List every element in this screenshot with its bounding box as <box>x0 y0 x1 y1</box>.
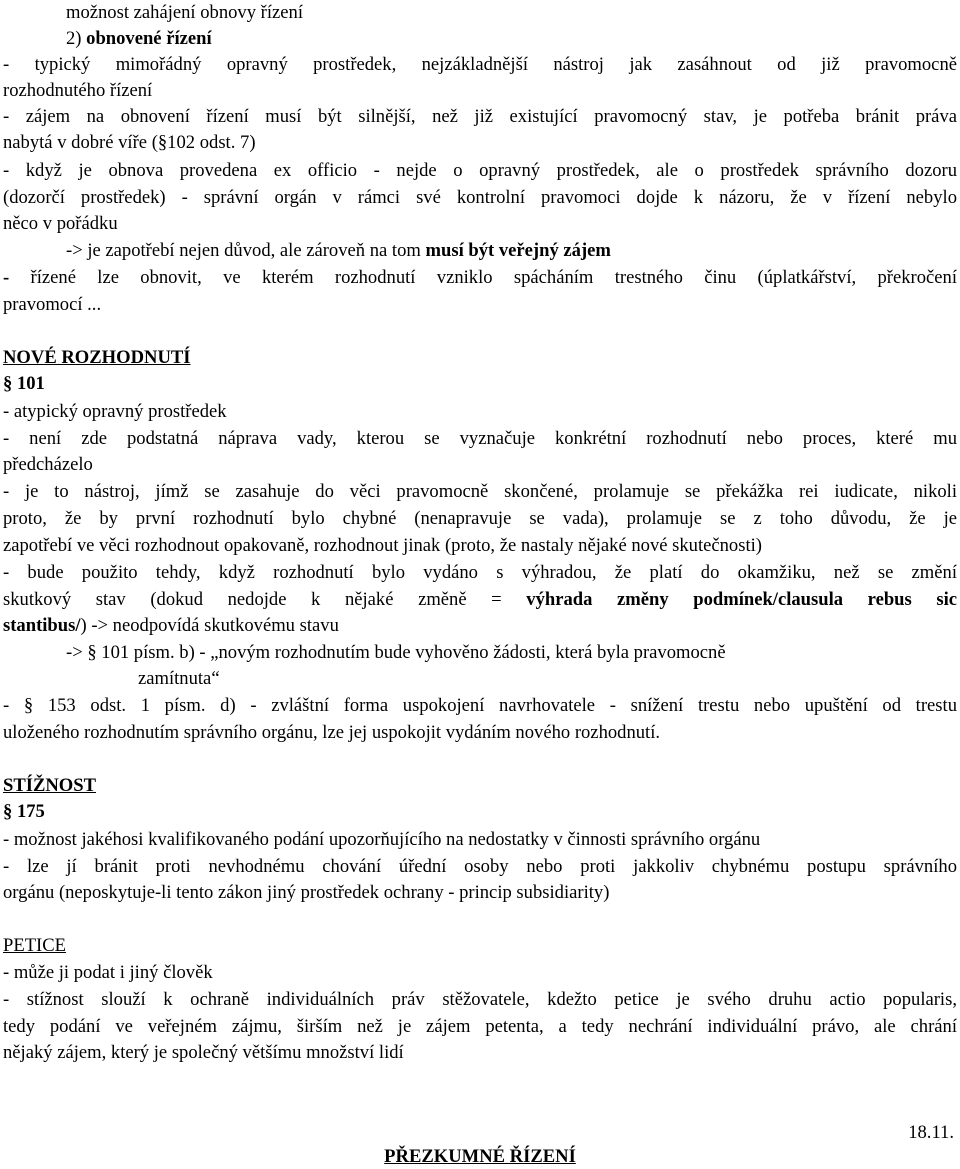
text-line: - možnost jakéhosi kvalifikovaného podání upozorňujícího na nedostatky v činnosti správního orgánu <box>3 829 761 850</box>
text-line: - stížnost slouží k ochraně individuálních práv stěžovatele, kdežto petice je svého druhu actio popularis, <box>3 989 957 1010</box>
text-span: -> je zapotřebí nejen důvod, ale zároveň na tom <box>66 240 426 261</box>
text-line: - není zde podstatná náprava vady, kterou se vyznačuje konkrétní rozhodnutí nebo proces, které mu <box>3 428 957 449</box>
text-line: možnost zahájení obnovy řízení <box>66 2 303 23</box>
text-line: - když je obnova provedena ex officio - nejde o opravný prostředek, ale o prostředek správního dozoru <box>3 160 957 181</box>
text-line: nabytá v dobré víře (§102 odst. 7) <box>3 132 256 153</box>
text-line: zapotřebí ve věci rozhodnout opakovaně, rozhodnout jinak (proto, že nastaly nějaké nové skutečnosti) <box>3 535 762 556</box>
text-line: pravomocí ... <box>3 294 102 315</box>
section-heading: PETICE <box>3 935 67 956</box>
text-line <box>3 589 957 611</box>
text-line: - je to nástroj, jímž se zasahuje do věci pravomocně skončené, prolamuje se překážka rei iudicate, nikoli <box>3 481 957 502</box>
text-line: - lze jí bránit proti nevhodnému chování úřední osoby nebo proti jakkoliv chybnému postupu správního <box>3 856 957 877</box>
text-line <box>3 267 957 289</box>
bold-text: výhrada změny podmínek/clausula rebus sic <box>526 589 957 610</box>
text-span: skutkový stav (dokud nedojde k nějaké změně = <box>3 589 527 610</box>
text-line: zamítnuta“ <box>138 668 220 689</box>
section-heading: STÍŽNOST <box>3 775 97 796</box>
text-line: uloženého rozhodnutím správního orgánu, lze jej uspokojit vydáním nového rozhodnutí. <box>3 722 661 743</box>
bold-dash: - <box>3 267 31 288</box>
bold-text: stantibus/ <box>3 615 81 636</box>
section-heading-line <box>66 28 957 50</box>
text-line: orgánu (neposkytuje-li tento zákon jiný prostředek ochrany - princip subsidiarity) <box>3 882 610 903</box>
text-line: předcházelo <box>3 454 93 475</box>
text-line: rozhodnutého řízení <box>3 80 153 101</box>
date-label: 18.11. <box>908 1122 954 1143</box>
text-span: ) -> neodpovídá skutkovému stavu <box>80 615 339 636</box>
text-line: nějaký zájem, který je společný většímu množství lidí <box>3 1042 404 1063</box>
text-line: (dozorčí prostředek) - správní orgán v rámci své kontrolní pravomoci dojde k názoru, že v řízení nebylo <box>3 187 957 208</box>
text-line: - typický mimořádný opravný prostředek, nejzákladnější nástroj jak zasáhnout od již pravomocně <box>3 54 957 75</box>
text-line: - zájem na obnovení řízení musí být silnější, než již existující pravomocný stav, je potřeba bránit práva <box>3 106 957 127</box>
section-heading: obnovené řízení <box>86 28 212 49</box>
text-line: - může ji podat i jiný člověk <box>3 962 213 983</box>
text-line <box>3 615 957 637</box>
bold-text: musí být veřejný zájem <box>425 240 611 261</box>
section-number: 2) <box>66 28 87 49</box>
section-heading: PŘEZKUMNÉ ŘÍZENÍ <box>384 1146 576 1167</box>
text-line: proto, že by první rozhodnutí bylo chybné (nenapravuje se vada), prolamuje se z toho důvodu, že je <box>3 508 957 529</box>
text-line: - bude použito tehdy, když rozhodnutí bylo vydáno s výhradou, že platí do okamžiku, než se změní <box>3 562 957 583</box>
text-line: - atypický opravný prostředek <box>3 401 227 422</box>
text-line: tedy podání ve veřejném zájmu, širším než je zájem petenta, a tedy nechrání individuální právo, ale chrání <box>3 1016 957 1037</box>
text-line: něco v pořádku <box>3 213 118 234</box>
section-paragraph: § 175 <box>3 801 45 822</box>
section-paragraph: § 101 <box>3 373 45 394</box>
text-line: -> § 101 písm. b) - „novým rozhodnutím bude vyhověno žádosti, která byla pravomocně <box>66 642 726 663</box>
text-line <box>66 240 957 262</box>
text-line: - § 153 odst. 1 písm. d) - zvláštní forma uspokojení navrhovatele - snížení trestu nebo upuštění od trestu <box>3 695 957 716</box>
section-heading: NOVÉ ROZHODNUTÍ <box>3 347 191 368</box>
text-span: řízené lze obnovit, ve kterém rozhodnutí vzniklo spácháním trestného činu (úplatkářství, překročení <box>30 267 957 288</box>
